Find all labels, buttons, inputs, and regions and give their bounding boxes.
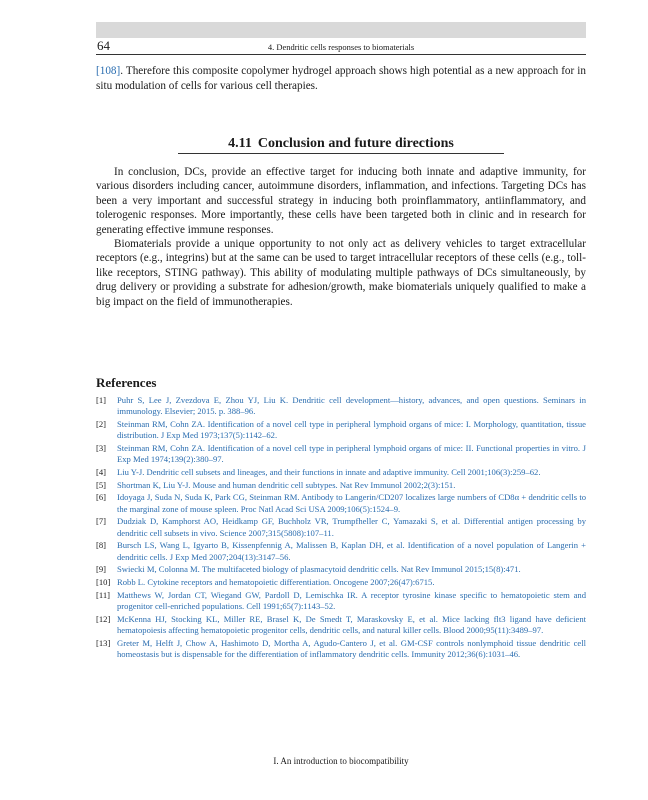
reference-link[interactable]: Swiecki M, Colonna M. The multifaceted biology of plasmacytoid dendritic cells. Nat Rev Immunol 2015;15(8):471. <box>117 564 521 575</box>
reference-link[interactable]: Dudziak D, Kamphorst AO, Heidkamp GF, Buchholz VR, Trumpfheller C, Yamazaki S, et al. Differential antigen processing by dendritic cell subsets in vivo. Science 2007;315(5808):107–11. <box>117 516 586 538</box>
reference-item <box>96 638 586 661</box>
reference-list <box>96 395 586 662</box>
citation-link[interactable]: [108] <box>96 65 121 77</box>
reference-link[interactable]: Puhr S, Lee J, Zvezdova E, Zhou YJ, Liu K. Dendritic cell development—history, advances, and open questions. Seminars in immunology. Elsevier; 2015. p. 388–96. <box>117 395 586 417</box>
section-rule <box>178 153 504 154</box>
reference-item <box>96 443 586 466</box>
section-title: Conclusion and future directions <box>257 136 454 151</box>
reference-number: [5] <box>96 479 107 490</box>
intro-paragraph <box>96 64 586 93</box>
reference-number: [7] <box>96 516 107 527</box>
reference-item <box>96 419 586 442</box>
reference-number: [12] <box>96 613 111 624</box>
reference-number: [4] <box>96 466 107 477</box>
section-body <box>96 165 586 309</box>
reference-item <box>96 614 586 637</box>
reference-item <box>96 395 586 418</box>
header-rule <box>96 54 586 55</box>
header-bar <box>96 22 586 38</box>
reference-item <box>96 492 586 515</box>
reference-link[interactable]: Steinman RM, Cohn ZA. Identification of a novel cell type in peripheral lymphoid organs of mice: I. Morphology, quantitation, tissue distribution. J Exp Med 1973;137(5):1142–62. <box>117 418 586 441</box>
reference-number: [3] <box>96 442 107 453</box>
reference-number: [13] <box>96 637 111 648</box>
reference-item <box>96 516 586 539</box>
reference-number: [2] <box>96 418 107 429</box>
reference-link[interactable]: Matthews W, Jordan CT, Wiegand GW, Pardoll D, Lemischka IR. A receptor tyrosine kinase specific to hematopoietic stem and progenitor cell-enriched populations. Cell 1991;65(7):1143–52. <box>117 589 586 611</box>
reference-item <box>96 540 586 563</box>
reference-number: [11] <box>96 589 110 600</box>
reference-item <box>96 590 586 613</box>
reference-number: [8] <box>96 540 107 551</box>
section-number: 4.11 <box>228 136 252 151</box>
reference-link[interactable]: McKenna HJ, Stocking KL, Miller RE, Brasel K, De Smedt T, Maraskovsky E, et al. Mice lacking flt3 ligand have deficient hematopoiesis affecting hematopoietic progenitor cells, dendritic cells, and natural killer cells. Blood 2000;95(11):3489–97. <box>117 613 586 635</box>
reference-number: [9] <box>96 564 107 575</box>
reference-item <box>96 577 586 588</box>
page-footer: I. An introduction to biocompatibility <box>273 756 409 766</box>
reference-item <box>96 480 586 491</box>
running-title: 4. Dendritic cells responses to biomaterials <box>267 42 415 52</box>
page-number: 64 <box>97 38 110 53</box>
reference-link[interactable]: Shortman K, Liu Y-J. Mouse and human dendritic cell subtypes. Nat Rev Immunol 2002;2(3):151. <box>117 479 456 490</box>
reference-number: [10] <box>96 576 111 587</box>
intro-text: . Therefore this composite copolymer hydrogel approach shows high potential as a new approach for in situ modulation of cells for various cell therapies. <box>96 65 586 92</box>
reference-number: [6] <box>96 492 107 503</box>
reference-link[interactable]: Liu Y-J. Dendritic cell subsets and lineages, and their functions in innate and adaptive immunity. Cell 2001;106(3):259–62. <box>117 466 541 477</box>
reference-number: [1] <box>96 395 107 405</box>
reference-link[interactable]: Idoyaga J, Suda N, Suda K, Park CG, Steinman RM. Antibody to Langerin/CD207 localizes large numbers of CD8α + dendritic cells to the marginal zone of mouse spleen. Proc Natl Acad Sci USA 2009;106(5):1524–9. <box>117 492 587 514</box>
reference-link[interactable]: Bursch LS, Wang L, Igyarto B, Kissenpfennig A, Malissen B, Kaplan DH, et al. Identification of a novel population of Langerin + dendritic cells. J Exp Med 2007;204(13):3147–56. <box>117 540 586 562</box>
reference-link[interactable]: Greter M, Helft J, Chow A, Hashimoto D, Mortha A, Agudo-Cantero J, et al. GM-CSF controls nonlymphoid tissue dendritic cell homeostasis but is dispensable for the differentiation of inflammatory dendritic cells. Immunity 2012;36(6):1031–46. <box>117 637 586 659</box>
reference-item <box>96 564 586 575</box>
references-heading: References <box>96 375 157 390</box>
paragraph-1: In conclusion, DCs, provide an effective target for inducing both innate and adaptive immunity, for various disorders including cancer, autoimmune disorders, inflammation, and infections. Targeting DCs has been a very important and successful strategy in inducing both proinflammatory, antiinflammatory, and tolerogenic responses. More importantly, these cells have been targeted both in clinic and in research for generating effective immune responses. <box>96 166 586 236</box>
reference-link[interactable]: Robb L. Cytokine receptors and hematopoietic differentiation. Oncogene 2007;26(47):6715. <box>117 576 435 587</box>
reference-item <box>96 467 586 478</box>
reference-link[interactable]: Steinman RM, Cohn ZA. Identification of a novel cell type in peripheral lymphoid organs of mice: II. Functional properties in vitro. J Exp Med 1974;139(2):380–97. <box>117 442 586 465</box>
section-heading <box>96 136 586 152</box>
paragraph-2: Biomaterials provide a unique opportunity to not only act as delivery vehicles to target extracellular receptors (e.g., integrins) but at the same can be used to target intracellular receptors of these cells (e.g., toll-like receptors, STING pathway). This ability of modulating multiple pathways of DCs simultaneously, by drug delivery or providing a substrate for adhesion/growth, make biomaterials uniquely qualified to make a big impact on the field of immunotherapies. <box>96 238 586 308</box>
